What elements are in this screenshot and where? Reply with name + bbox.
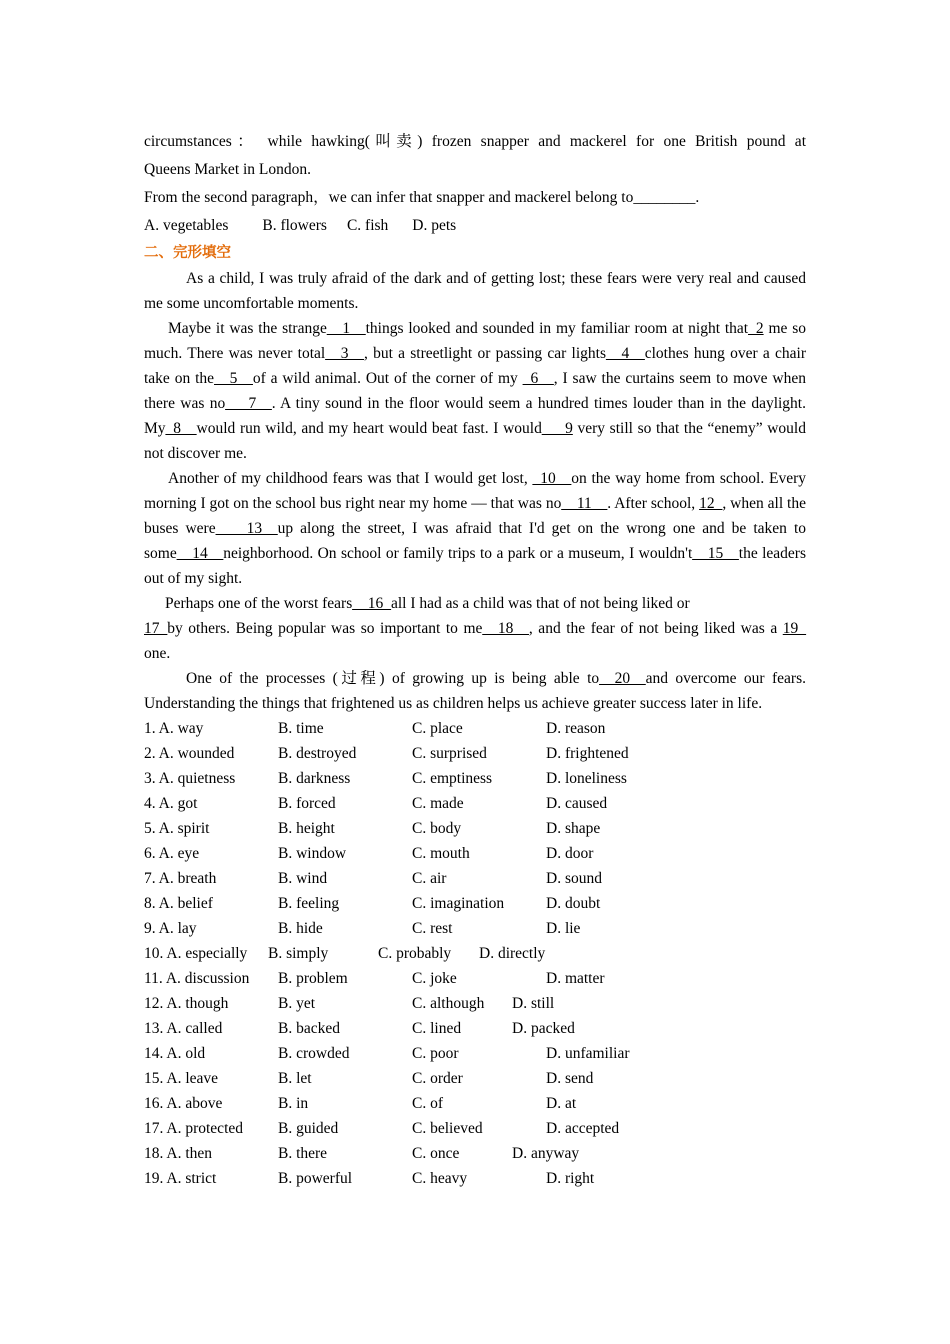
- question-option: C. made: [412, 795, 464, 812]
- question-list: [144, 716, 806, 1191]
- section-title: 二、完形填空: [144, 245, 231, 261]
- passage-text: , I saw the curtains seem to move when there was no: [144, 370, 806, 412]
- blank: ___7__: [225, 395, 272, 412]
- question-option: C. air: [412, 870, 447, 887]
- blank: __16_: [352, 595, 391, 612]
- question-option: C. lined: [412, 1020, 462, 1037]
- question-option: 10. A. especially: [144, 945, 248, 962]
- question-option: B. guided: [278, 1120, 339, 1137]
- question-row: [144, 941, 806, 966]
- question-option: C. although: [412, 995, 485, 1012]
- question-option: D. door: [546, 845, 594, 862]
- question-option: B. let: [278, 1070, 312, 1087]
- question-option: D. packed: [512, 1020, 575, 1037]
- question-option: C. place: [412, 720, 463, 737]
- question-row: [144, 1041, 806, 1066]
- blank: _2: [748, 320, 764, 337]
- question-option: C. mouth: [412, 845, 470, 862]
- question-option: C. believed: [412, 1120, 483, 1137]
- question-option: 9. A. lay: [144, 920, 197, 937]
- question-row: [144, 1141, 806, 1166]
- blank: 17_: [144, 620, 168, 637]
- question-option: C. poor: [412, 1045, 459, 1062]
- question-option: B. window: [278, 845, 347, 862]
- question-option: C. order: [412, 1070, 463, 1087]
- passage-paragraph-4-line-2: [144, 616, 806, 666]
- question-option: B. backed: [278, 1020, 340, 1037]
- passage-text: neighborhood. On school or family trips to a park or a museum, I wouldn't: [223, 545, 693, 562]
- question-option: 2. A. wounded: [144, 745, 235, 762]
- question-row: [144, 1066, 806, 1091]
- passage-text: me so much. There was never total: [144, 320, 806, 362]
- question-row: [144, 766, 806, 791]
- reading-line-1: circumstances： while hawking(叫卖) frozen snapper and mackerel for one British pound at: [144, 133, 806, 150]
- passage-text: would run wild, and my heart would beat fast. I would: [196, 420, 542, 437]
- passage-text: one.: [144, 645, 171, 662]
- passage-paragraph-4-line-1: [144, 591, 806, 616]
- question-option: B. wind: [278, 870, 328, 887]
- question-option: B. feeling: [278, 895, 340, 912]
- question-option: D. anyway: [512, 1145, 580, 1162]
- question-option: 1. A. way: [144, 720, 204, 737]
- passage-text: and overcome our fears. Understanding the things that frightened us as children helps us achieve greater success later in life.: [144, 670, 806, 712]
- question-option: 14. A. old: [144, 1045, 206, 1062]
- question-option: B. yet: [278, 995, 316, 1012]
- passage-paragraph-2: [144, 316, 806, 466]
- question-option: D. still: [512, 995, 555, 1012]
- passage-text: of a wild animal. Out of the corner of my: [252, 370, 523, 387]
- question-option: 16. A. above: [144, 1095, 223, 1112]
- passage-text: One of the processes (过程) of growing up is being able to: [186, 670, 600, 687]
- passage-text: . After school,: [607, 495, 700, 512]
- question-row: [144, 1091, 806, 1116]
- reading-options: [144, 213, 806, 238]
- question-option: D. accepted: [546, 1120, 620, 1137]
- blank: 19_: [782, 620, 806, 637]
- passage-text: , and the fear of not being liked was a: [528, 620, 783, 637]
- question-option: 7. A. breath: [144, 870, 217, 887]
- blank: _8__: [165, 420, 197, 437]
- question-option: 5. A. spirit: [144, 820, 210, 837]
- passage-text: the leaders out of my sight.: [144, 545, 806, 587]
- question-option: 6. A. eye: [144, 845, 200, 862]
- question-option: C. body: [412, 820, 462, 837]
- question-option: C. of: [412, 1095, 443, 1112]
- passage-text: Another of my childhood fears was that I would get lost,: [168, 470, 533, 487]
- question-option: B. there: [278, 1145, 328, 1162]
- question-option: B. powerful: [278, 1170, 353, 1187]
- passage-text: things looked and sounded in my familiar room at night that: [365, 320, 749, 337]
- passage-text: Perhaps one of the worst fears: [165, 595, 353, 612]
- question-option: D. reason: [546, 720, 606, 737]
- question-option: B. simply: [268, 945, 329, 962]
- question-option: B. time: [278, 720, 324, 737]
- passage-text: by others. Being popular was so important to me: [167, 620, 483, 637]
- question-row: [144, 916, 806, 941]
- question-option: D. caused: [546, 795, 608, 812]
- question-option: 13. A. called: [144, 1020, 223, 1037]
- passage-text: clothes hung over a chair take on the: [144, 345, 806, 387]
- blank: __5__: [214, 370, 253, 387]
- question-option: D. at: [546, 1095, 577, 1112]
- reading-question: From the second paragraph，we can infer that snapper and mackerel belong to________.: [144, 189, 700, 206]
- question-option: 15. A. leave: [144, 1070, 219, 1087]
- blank: ____13__: [215, 520, 278, 537]
- question-row: [144, 816, 806, 841]
- question-option: 3. A. quietness: [144, 770, 236, 787]
- blank: __15__: [692, 545, 739, 562]
- passage-text: , when all the buses were: [144, 495, 806, 537]
- passage-paragraph-3: [144, 466, 806, 591]
- blank: _10__: [532, 470, 572, 487]
- question-option: C. probably: [378, 945, 452, 962]
- question-option: 18. A. then: [144, 1145, 213, 1162]
- question-option: C. joke: [412, 970, 457, 987]
- question-option: D. lie: [546, 920, 581, 937]
- blank: __20__: [599, 670, 646, 687]
- question-row: [144, 1116, 806, 1141]
- blank: __1__: [326, 320, 366, 337]
- question-row: [144, 966, 806, 991]
- question-option: D. sound: [546, 870, 602, 887]
- passage-text: very still so that the “enemy” would not discover me.: [144, 420, 806, 462]
- question-row: [144, 791, 806, 816]
- question-option: D. shape: [546, 820, 601, 837]
- question-option: 11. A. discussion: [144, 970, 250, 987]
- passage-text: on the way home from school. Every morning I got on the school bus right near my home — that was no: [144, 470, 806, 512]
- question-option: C. emptiness: [412, 770, 493, 787]
- question-option: C. imagination: [412, 895, 505, 912]
- question-row: [144, 866, 806, 891]
- question-option: 12. A. though: [144, 995, 229, 1012]
- reading-option-c: C. fish: [346, 217, 389, 234]
- passage-text: up along the street, I was afraid that I'd get on the wrong one and be taken to some: [144, 520, 807, 562]
- question-option: D. send: [546, 1070, 594, 1087]
- document-content: [144, 128, 806, 1191]
- question-option: D. loneliness: [546, 770, 627, 787]
- reading-line-2: Queens Market in London.: [144, 161, 312, 178]
- blank: __14__: [176, 545, 224, 562]
- reading-option-b: B. flowers: [262, 217, 327, 234]
- question-row: [144, 1166, 806, 1191]
- blank: 12_: [699, 495, 723, 512]
- question-option: D. directly: [479, 945, 546, 962]
- blank: _6__: [522, 370, 554, 387]
- question-option: 8. A. belief: [144, 895, 213, 912]
- question-row: [144, 841, 806, 866]
- passage-text: . A tiny sound in the floor would seem a hundred times louder than in the daylight. My: [144, 395, 806, 437]
- question-option: B. destroyed: [278, 745, 357, 762]
- question-option: 19. A. strict: [144, 1170, 217, 1187]
- question-option: B. height: [278, 820, 335, 837]
- blank: __3__: [325, 345, 364, 362]
- question-option: C. heavy: [412, 1170, 468, 1187]
- passage-text: all I had as a child was that of not being liked or: [390, 595, 690, 612]
- question-row: [144, 741, 806, 766]
- reading-option-d: D. pets: [412, 217, 457, 234]
- question-row: [144, 1016, 806, 1041]
- question-option: 17. A. protected: [144, 1120, 244, 1137]
- question-option: C. surprised: [412, 745, 487, 762]
- question-row: [144, 891, 806, 916]
- passage-paragraph-1: As a child, I was truly afraid of the dark and of getting lost; these fears were very real and caused me some uncomfortable moments.: [144, 270, 806, 312]
- question-option: 4. A. got: [144, 795, 198, 812]
- question-option: B. in: [278, 1095, 309, 1112]
- question-option: B. problem: [278, 970, 348, 987]
- passage-text: Maybe it was the strange: [168, 320, 327, 337]
- question-row: [144, 991, 806, 1016]
- question-row: [144, 716, 806, 741]
- passage-paragraph-5: [144, 666, 806, 716]
- passage-text: , but a streetlight or passing car lights: [363, 345, 606, 362]
- question-option: B. darkness: [278, 770, 351, 787]
- blank: ___9: [541, 420, 573, 437]
- question-option: D. doubt: [546, 895, 601, 912]
- question-option: B. crowded: [278, 1045, 350, 1062]
- question-option: C. rest: [412, 920, 453, 937]
- question-option: C. once: [412, 1145, 460, 1162]
- question-option: B. hide: [278, 920, 323, 937]
- blank: __4__: [605, 345, 645, 362]
- reading-option-a: A. vegetables: [144, 217, 229, 234]
- blank: __11__: [561, 495, 608, 512]
- question-option: D. unfamiliar: [546, 1045, 630, 1062]
- question-option: D. right: [546, 1170, 595, 1187]
- question-option: D. frightened: [546, 745, 629, 762]
- question-option: B. forced: [278, 795, 336, 812]
- blank: __18__: [482, 620, 529, 637]
- question-option: D. matter: [546, 970, 605, 987]
